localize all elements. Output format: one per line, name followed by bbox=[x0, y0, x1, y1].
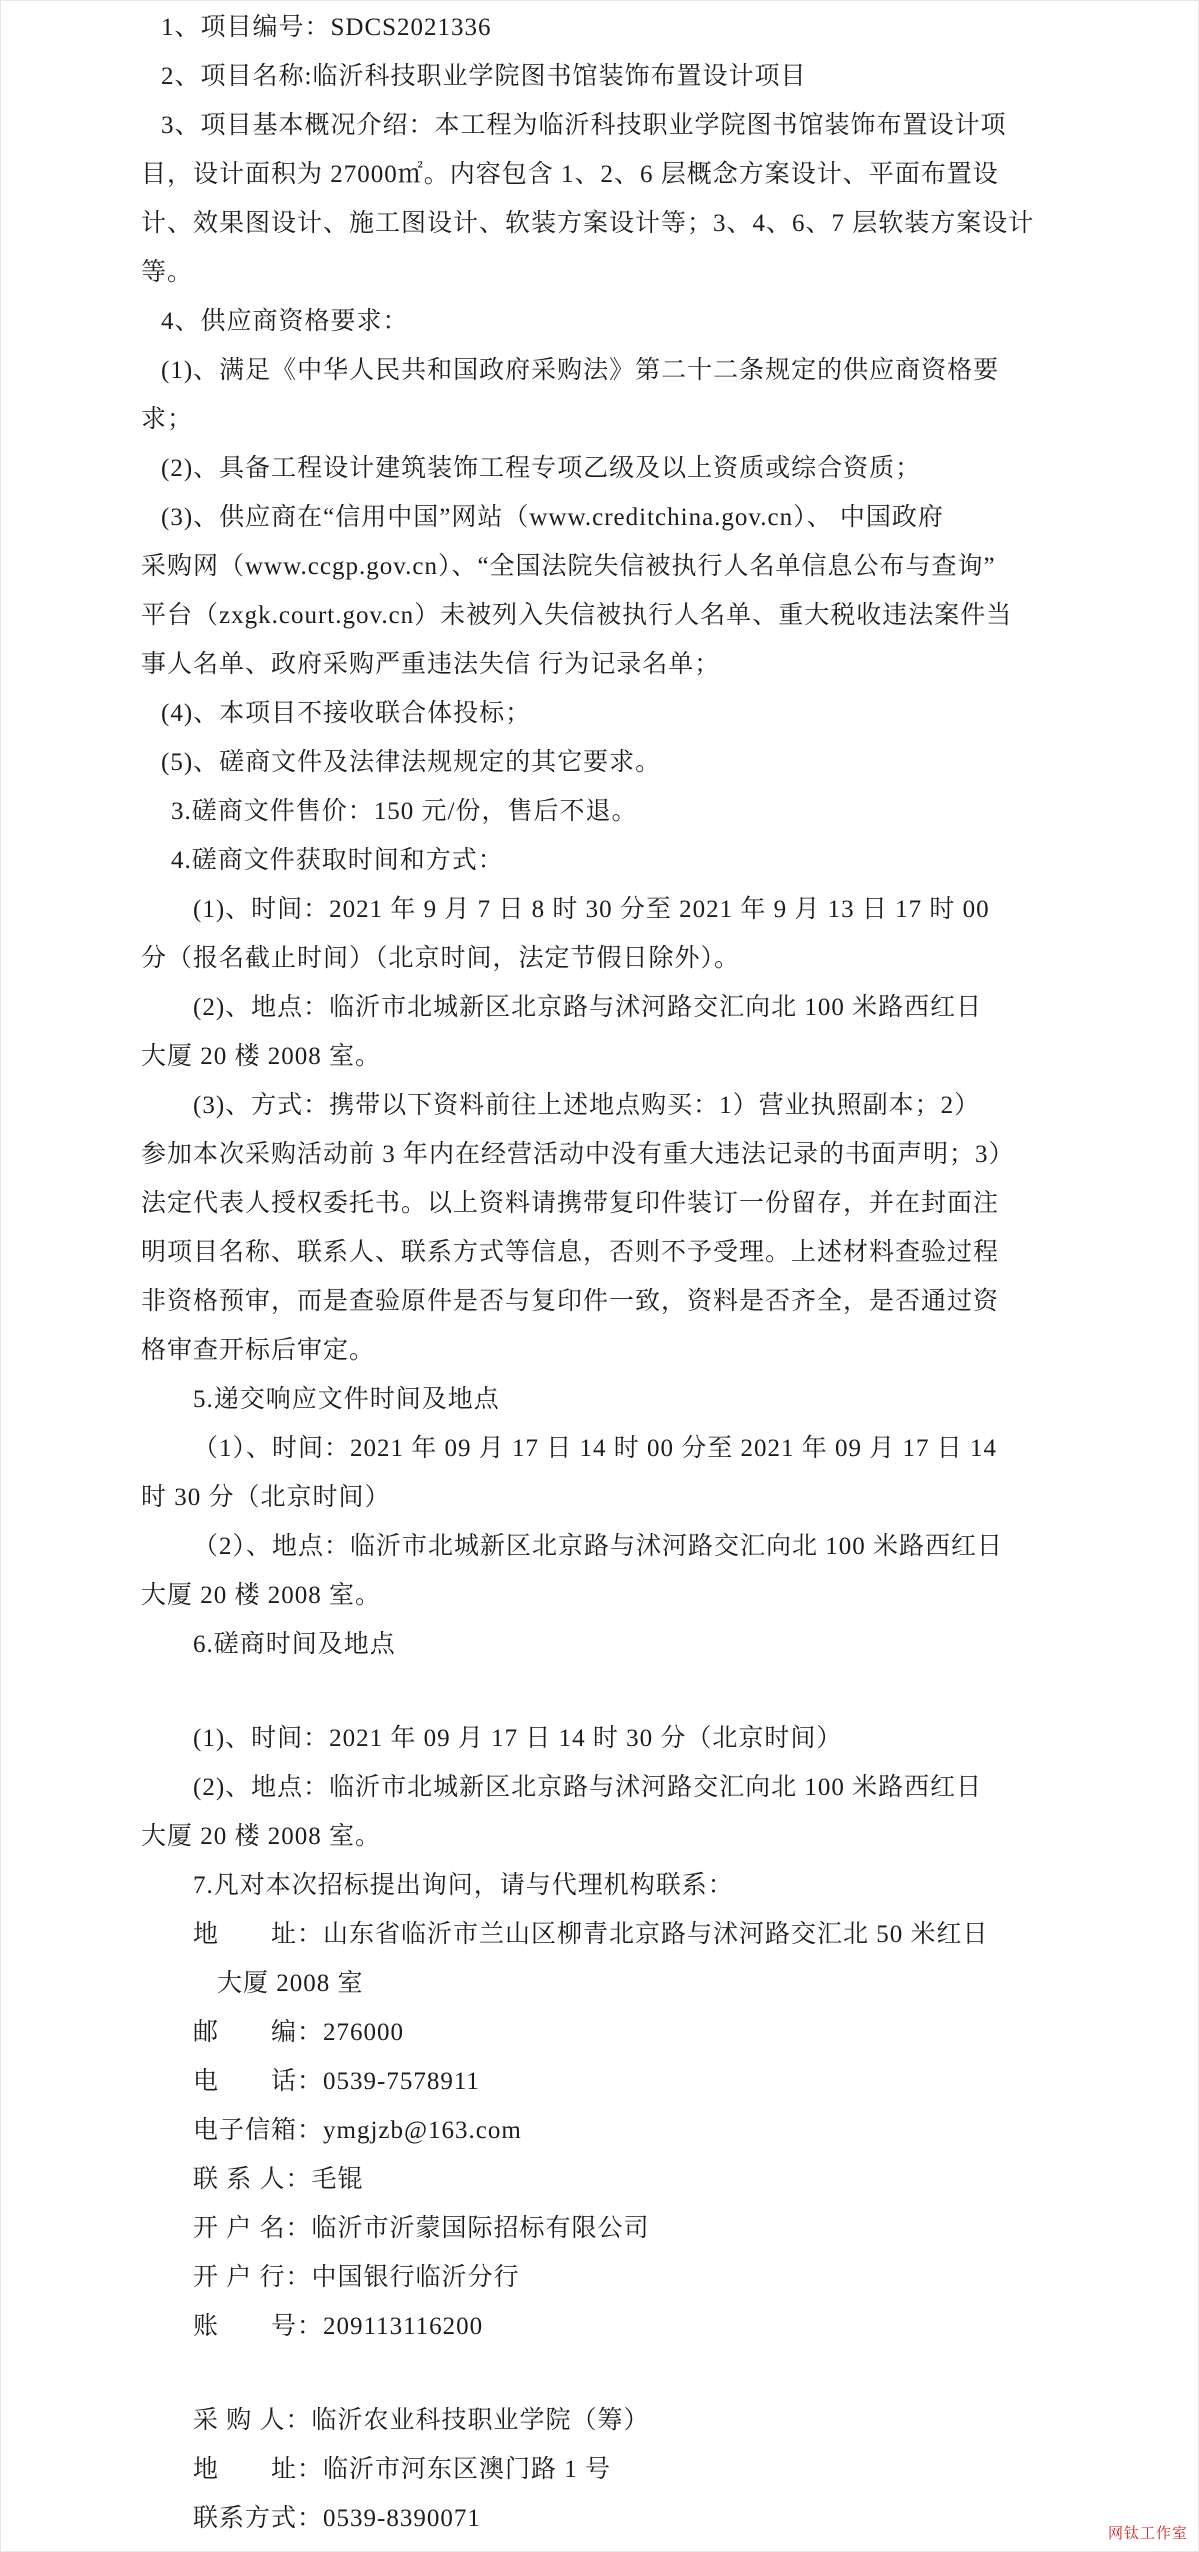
watermark-text: 网钛工作室 bbox=[1107, 2526, 1188, 2542]
document-line: 法定代表人授权委托书。以上资料请携带复印件装订一份留存，并在封面注 bbox=[141, 1190, 1000, 1217]
document-line: (2)、具备工程设计建筑装饰工程专项乙级及以上资质或综合资质； bbox=[161, 455, 922, 482]
document-line: 联系方式：0539-8390071 bbox=[193, 2505, 481, 2532]
document-line: (1)、时间：2021 年 09 月 17 日 14 时 30 分（北京时间） bbox=[193, 1725, 843, 1752]
document-line: 4.磋商文件获取时间和方式： bbox=[171, 847, 504, 874]
document-line: 参加本次采购活动前 3 年内在经营活动中没有重大违法记录的书面声明；3） bbox=[141, 1141, 1015, 1168]
document-line: 邮 编：276000 bbox=[193, 2019, 405, 2046]
document-line: 4、供应商资格要求： bbox=[161, 308, 409, 335]
document-line: (4)、本项目不接收联合体投标； bbox=[161, 700, 532, 727]
document-line: (5)、磋商文件及法律法规规定的其它要求。 bbox=[161, 749, 662, 776]
document-line: 3、项目基本概况介绍：本工程为临沂科技职业学院图书馆装饰布置设计项 bbox=[161, 112, 1007, 139]
document-line: (1)、时间：2021 年 9 月 7 日 8 时 30 分至 2021 年 9 月 13 日 17 时 00 bbox=[193, 896, 990, 923]
document-line: 格审查开标后审定。 bbox=[141, 1337, 376, 1364]
document-line: 1、项目编号：SDCS2021336 bbox=[161, 14, 492, 41]
document-line: 大厦 20 楼 2008 室。 bbox=[141, 1043, 382, 1070]
document-line: 账 号：209113116200 bbox=[193, 2313, 484, 2340]
document-line: 开 户 行：中国银行临沂分行 bbox=[193, 2264, 520, 2291]
document-line: 采 购 人：临沂农业科技职业学院（筹） bbox=[193, 2407, 650, 2434]
document-line: 明项目名称、联系人、联系方式等信息，否则不予受理。上述材料查验过程 bbox=[141, 1239, 1000, 1266]
document-line: 目，设计面积为 27000㎡。内容包含 1、2、6 层概念方案设计、平面布置设 bbox=[141, 161, 999, 188]
document-line: 地 址：山东省临沂市兰山区柳青北京路与沭河路交汇北 50 米红日 bbox=[193, 1921, 989, 1948]
document-line: (1)、满足《中华人民共和国政府采购法》第二十二条规定的供应商资格要 bbox=[161, 357, 1000, 384]
document-line: (2)、地点：临沂市北城新区北京路与沭河路交汇向北 100 米路西红日 bbox=[193, 1774, 983, 1801]
document-line: 时 30 分（北京时间） bbox=[141, 1484, 391, 1511]
document-line: 联 系 人：毛锟 bbox=[193, 2166, 364, 2193]
blank-line bbox=[141, 2351, 1158, 2396]
document-line: 计、效果图设计、施工图设计、软装方案设计等；3、4、6、7 层软装方案设计 bbox=[141, 210, 1035, 237]
document-line: 2、项目名称:临沂科技职业学院图书馆装饰布置设计项目 bbox=[161, 63, 807, 90]
document-line: 大厦 2008 室 bbox=[217, 1970, 364, 1997]
document-line: 求； bbox=[141, 406, 194, 433]
document-line: 地 址：临沂市河东区澳门路 1 号 bbox=[193, 2456, 612, 2483]
document-line: 采购网（www.ccgp.gov.cn）、“全国法院失信被执行人名单信息公布与查询” bbox=[141, 553, 996, 580]
document-line: 大厦 20 楼 2008 室。 bbox=[141, 1823, 382, 1850]
document-line: 分（报名截止时间）（北京时间，法定节假日除外）。 bbox=[141, 945, 741, 972]
document-line: (3)、供应商在“信用中国”网站（www.creditchina.gov.cn）、 中国政府 bbox=[161, 504, 944, 531]
document-line: 等。 bbox=[141, 259, 194, 286]
document-line: 电 话：0539-7578911 bbox=[193, 2068, 480, 2095]
document-line: 6.磋商时间及地点 bbox=[193, 1631, 396, 1658]
blank-line bbox=[141, 1669, 1158, 1714]
document-body bbox=[141, 3, 1158, 2543]
document-line: 大厦 20 楼 2008 室。 bbox=[141, 1582, 382, 1609]
document-line: （2）、地点：临沂市北城新区北京路与沭河路交汇向北 100 米路西红日 bbox=[193, 1533, 1004, 1560]
document-line: 3.磋商文件售价：150 元/份，售后不退。 bbox=[171, 798, 638, 825]
document-line: （1）、时间：2021 年 09 月 17 日 14 时 00 分至 2021 年 09 月 17 日 14 bbox=[193, 1435, 998, 1462]
document-line: 电子信箱：ymgjzb@163.com bbox=[193, 2117, 522, 2144]
document-line: 平台（zxgk.court.gov.cn）未被列入失信被执行人名单、重大税收违法案件当 bbox=[141, 602, 1013, 629]
document-line: 7.凡对本次招标提出询问，请与代理机构联系： bbox=[193, 1872, 734, 1899]
document-line: (2)、地点：临沂市北城新区北京路与沭河路交汇向北 100 米路西红日 bbox=[193, 994, 983, 1021]
document-line: 5.递交响应文件时间及地点 bbox=[193, 1386, 500, 1413]
document-line: 开 户 名：临沂市沂蒙国际招标有限公司 bbox=[193, 2215, 650, 2242]
document-line: 事人名单、政府采购严重违法失信 行为记录名单； bbox=[141, 651, 721, 678]
document-line: (3)、方式：携带以下资料前往上述地点购买：1）营业执照副本；2） bbox=[193, 1092, 981, 1119]
document-line: 非资格预审，而是查验原件是否与复印件一致，资料是否齐全，是否通过资 bbox=[141, 1288, 1000, 1315]
